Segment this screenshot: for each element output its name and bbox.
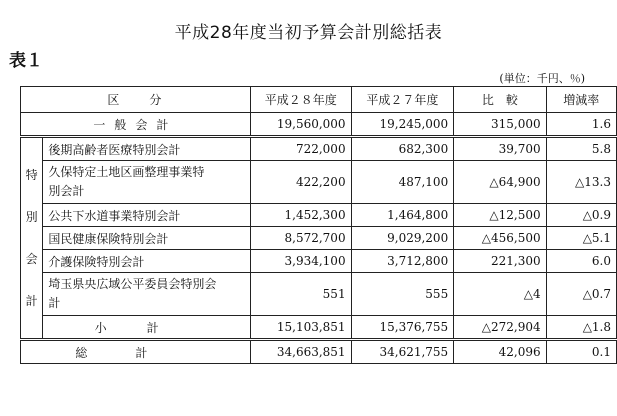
total-rate: 0.1 <box>546 340 616 364</box>
special-fy27: 555 <box>351 273 454 316</box>
special-name: 介護保険特別会計 <box>43 250 250 273</box>
special-row <box>21 161 617 204</box>
subtotal-rate: △1.8 <box>546 316 616 340</box>
special-diff: 39,700 <box>454 137 546 161</box>
special-fy28: 551 <box>250 273 351 316</box>
special-fy27: 487,100 <box>351 161 454 204</box>
special-name: 公共下水道事業特別会計 <box>43 204 250 227</box>
special-diff: 221,300 <box>454 250 546 273</box>
special-fy28: 422,200 <box>250 161 351 204</box>
subtotal-fy28: 15,103,851 <box>250 316 351 340</box>
special-fy28: 8,572,700 <box>250 227 351 250</box>
special-diff: △64,900 <box>454 161 546 204</box>
special-row <box>21 204 617 227</box>
total-label: 総計 <box>21 340 251 364</box>
column-header-diff: 比 較 <box>454 87 546 113</box>
column-header-fy27: 平成２７年度 <box>351 87 454 113</box>
subtotal-label: 小計 <box>43 316 250 340</box>
special-rate: 6.0 <box>546 250 616 273</box>
column-header-fy28: 平成２８年度 <box>250 87 351 113</box>
special-account-group-label: 特 別 会 計 <box>21 137 43 340</box>
special-rate: △0.9 <box>546 204 616 227</box>
header-row <box>21 87 617 113</box>
total-row <box>21 340 617 364</box>
document-title: 平成28年度当初予算会計別総括表 <box>174 23 443 43</box>
total-fy28: 34,663,851 <box>250 340 351 364</box>
general-diff: 315,000 <box>454 113 546 137</box>
subtotal-row <box>21 316 617 340</box>
special-rate: 5.8 <box>546 137 616 161</box>
unit-note: (単位：千円、％) <box>499 72 585 85</box>
special-diff: △456,500 <box>454 227 546 250</box>
special-rate: △0.7 <box>546 273 616 316</box>
column-header-category: 区 分 <box>21 87 251 113</box>
special-row <box>21 137 617 161</box>
special-row <box>21 250 617 273</box>
special-fy27: 682,300 <box>351 137 454 161</box>
general-fy27: 19,245,000 <box>351 113 454 137</box>
general-rate: 1.6 <box>546 113 616 137</box>
total-fy27: 34,621,755 <box>351 340 454 364</box>
special-name: 久保特定土地区画整理事業特別会計 <box>43 161 250 204</box>
special-name: 後期高齢者医療特別会計 <box>43 137 250 161</box>
special-name: 国民健康保険特別会計 <box>43 227 250 250</box>
special-fy28: 1,452,300 <box>250 204 351 227</box>
general-fy28: 19,560,000 <box>250 113 351 137</box>
special-name: 埼玉県央広域公平委員会特別会計 <box>43 273 250 316</box>
special-row <box>21 273 617 316</box>
budget-summary-table <box>20 86 617 364</box>
special-fy27: 3,712,800 <box>351 250 454 273</box>
table-label: 表１ <box>9 51 43 71</box>
total-diff: 42,096 <box>454 340 546 364</box>
special-rate: △13.3 <box>546 161 616 204</box>
general-account-row <box>21 113 617 137</box>
general-account-label: 一般会計 <box>21 113 251 137</box>
special-diff: △4 <box>454 273 546 316</box>
special-diff: △12,500 <box>454 204 546 227</box>
special-rate: △5.1 <box>546 227 616 250</box>
special-fy27: 9,029,200 <box>351 227 454 250</box>
special-fy28: 722,000 <box>250 137 351 161</box>
special-fy27: 1,464,800 <box>351 204 454 227</box>
subtotal-diff: △272,904 <box>454 316 546 340</box>
special-fy28: 3,934,100 <box>250 250 351 273</box>
column-header-rate: 増減率 <box>546 87 616 113</box>
subtotal-fy27: 15,376,755 <box>351 316 454 340</box>
special-row <box>21 227 617 250</box>
